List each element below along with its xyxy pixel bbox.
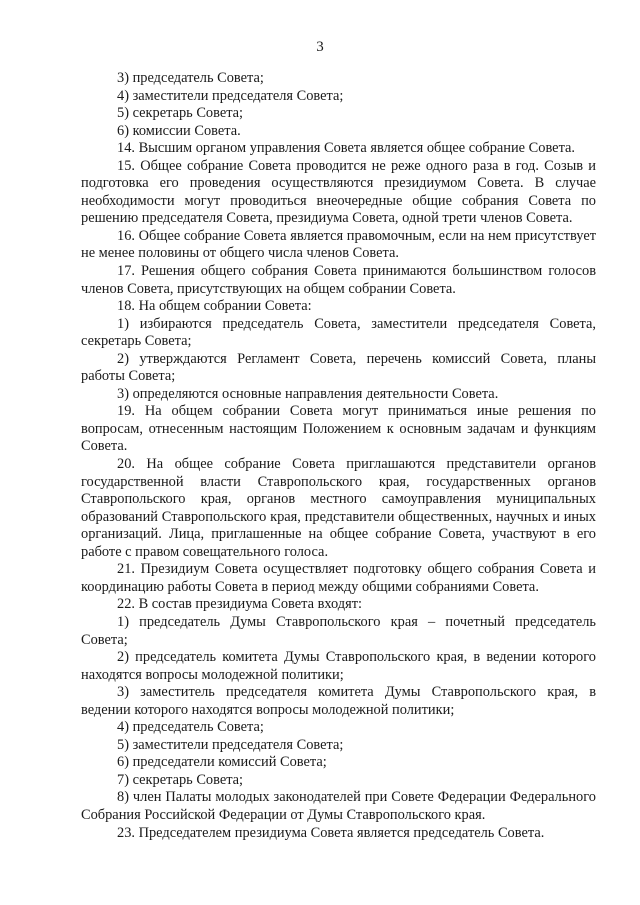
paragraph: 21. Президиум Совета осуществляет подготовку общего собрания Совета и координацию работы Совета в период между общими собраниями Совета.	[81, 561, 596, 595]
paragraph: 3) заместитель председателя комитета Думы Ставропольского края, в ведении которого находятся вопросы молодежной политики;	[81, 684, 596, 718]
paragraph: 3) председатель Совета;	[117, 70, 264, 86]
paragraph: 3) определяются основные направления деятельности Совета.	[117, 385, 499, 402]
paragraph: 2) утверждаются Регламент Совета, перечень комиссий Совета, планы работы Совета;	[81, 350, 596, 385]
paragraph: 23. Председателем президиума Совета является председатель Совета.	[117, 824, 545, 841]
paragraph: 14. Высшим органом управления Совета является общее собрание Совета.	[117, 140, 576, 157]
paragraph: 5) секретарь Совета;	[117, 105, 244, 122]
paragraph: 6) председатели комиссий Совета;	[117, 754, 327, 771]
paragraph: 7) секретарь Совета;	[117, 771, 244, 788]
paragraph: 8) член Палаты молодых законодателей при Совете Федерации Федерального Собрания Российской Федерации от Думы Ставропольского края.	[81, 789, 596, 823]
paragraph: 6) комиссии Совета.	[117, 122, 241, 139]
paragraph: 22. В состав президиума Совета входят:	[117, 596, 363, 613]
paragraph: 4) заместители председателя Совета;	[117, 87, 344, 104]
paragraph: 1) избираются председатель Совета, заместители председателя Совета, секретарь Совета;	[81, 315, 596, 350]
paragraph: 4) председатель Совета;	[117, 719, 264, 736]
paragraph: 16. Общее собрание Совета является правомочным, если на нем присутствует не менее половины от общего числа членов Совета.	[81, 227, 596, 262]
paragraph: 2) председатель комитета Думы Ставропольского края, в ведении которого находятся вопросы молодежной политики;	[81, 649, 596, 683]
paragraph: 1) председатель Думы Ставропольского края – почетный председатель Совета;	[81, 613, 596, 648]
paragraph: 20. На общее собрание Совета приглашаются представители органов государственной власти Ставропольского края, государственных органов Ставропольского края, органов местного самоуправления муниципальных образований Ставропольского края, представители общественных, научных и иных организаций. Лица, приглашенные на общее собрание Совета, участвуют в его работе с правом совещательного голоса.	[81, 456, 596, 560]
paragraph: 19. На общем собрании Совета могут приниматься иные решения по вопросам, отнесенным настоящим Положением к основным задачам и функциям Совета.	[81, 403, 596, 455]
paragraph: 15. Общее собрание Совета проводится не реже одного раза в год. Созыв и подготовка его проведения осуществляются президиумом Совета. В случае необходимости могут проводиться внеочередные общие собрания Совета по решению председателя Совета, президиума Совета, одной трети членов Совета.	[81, 157, 596, 227]
paragraph: 18. На общем собрании Совета:	[117, 298, 312, 315]
page-number: 3	[316, 39, 324, 55]
paragraph: 17. Решения общего собрания Совета принимаются большинством голосов членов Совета, присутствующих на общем собрании Совета.	[81, 263, 596, 297]
document-body	[81, 70, 596, 842]
paragraph: 5) заместители председателя Совета;	[117, 736, 344, 753]
